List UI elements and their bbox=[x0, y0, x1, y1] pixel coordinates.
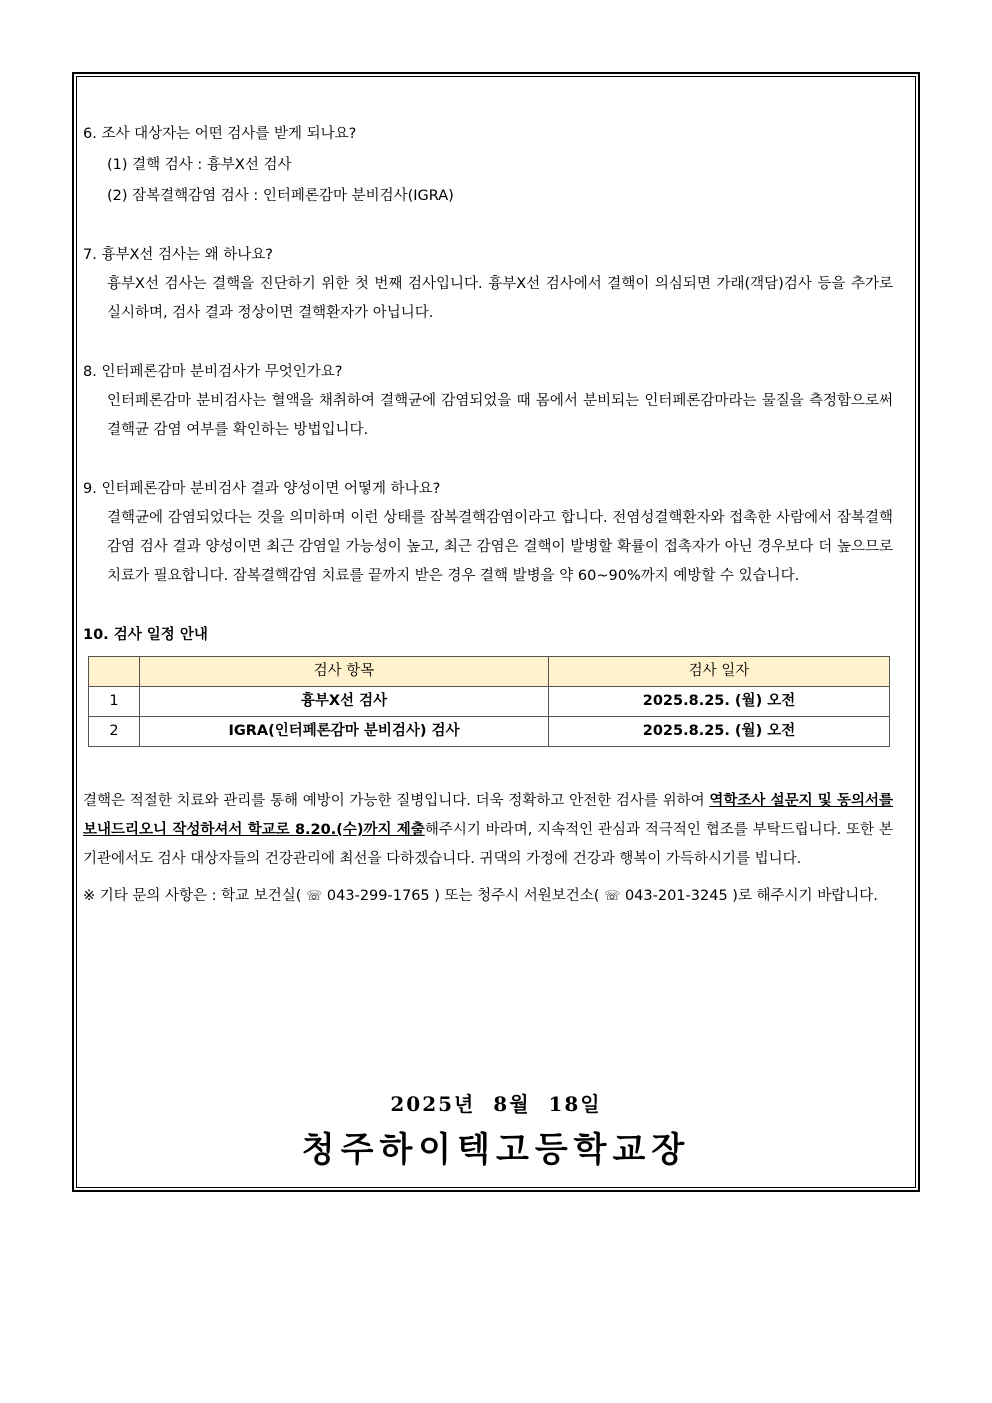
q8-title: 8. 인터페론감마 분비검사가 무엇인가요? bbox=[83, 364, 343, 380]
schedule-row-item: IGRA(인터페론감마 분비검사) 검사 bbox=[140, 717, 549, 747]
note-prefix: ※ 기타 문의 사항은 : 학교 보건실( bbox=[83, 888, 307, 904]
q8-answer: 인터페론감마 분비검사는 혈액을 채취하여 결핵균에 감염되었을 때 몸에서 분비되는 인터페론감마라는 물질을 측정함으로써 결핵균 감염 여부를 확인하는 방법입니다. bbox=[107, 393, 893, 438]
note-phone-1: 043-299-1765 ) 또는 청주시 서원보건소( bbox=[322, 888, 605, 904]
schedule-header-num bbox=[89, 657, 140, 687]
school-principal: 청주하이텍고등학교장 bbox=[301, 1130, 691, 1170]
closing-part-1: 결핵은 적절한 치료와 관리를 통해 예방이 가능한 질병입니다. 더욱 정확하고 안전한 검사를 위하여 bbox=[83, 793, 710, 809]
q9-answer: 결핵균에 감염되었다는 것을 의미하며 이런 상태를 잠복결핵감염이라고 합니다. 전염성결핵환자와 접촉한 사람에서 잠복결핵감염 검사 결과 양성이면 최근 감염일 가능성이 높고, 최근 감염은 결핵이 발병할 확률이 접촉자가 아닌 경우보다 더 높으므로 치료가 필요합니다. 잠복결핵감염 치료를 끝까지 받은 경우 결핵 발병을 약 60~90%까지 예방할 수 있습니다. bbox=[107, 510, 893, 584]
q9-title: 9. 인터페론감마 분비검사 결과 양성이면 어떻게 하나요? bbox=[83, 481, 441, 497]
q6-item-2: (2) 잠복결핵감염 검사 : 인터페론감마 분비검사(IGRA) bbox=[107, 188, 454, 204]
schedule-header-date: 검사 일자 bbox=[549, 657, 890, 687]
table-row bbox=[89, 687, 890, 717]
schedule-header-item: 검사 항목 bbox=[140, 657, 549, 687]
schedule-row-num: 1 bbox=[89, 687, 140, 717]
schedule-row-date: 2025.8.25. (월) 오전 bbox=[549, 717, 890, 747]
table-row bbox=[89, 717, 890, 747]
q7-title: 7. 흉부X선 검사는 왜 하나요? bbox=[83, 247, 273, 263]
schedule-row-date: 2025.8.25. (월) 오전 bbox=[549, 687, 890, 717]
closing-paragraph bbox=[83, 787, 893, 874]
document-date: 2025년 8월 18일 bbox=[390, 1092, 602, 1116]
q7-answer: 흉부X선 검사는 결핵을 진단하기 위한 첫 번째 검사입니다. 흉부X선 검사에서 결핵이 의심되면 가래(객담)검사 등을 추가로 실시하며, 검사 결과 정상이면 결핵환자가 아닙니다. bbox=[107, 276, 893, 321]
q6-title: 6. 조사 대상자는 어떤 검사를 받게 되나요? bbox=[83, 126, 357, 142]
schedule-header-row bbox=[89, 657, 890, 687]
schedule-title: 10. 검사 일정 안내 bbox=[83, 627, 208, 643]
schedule-table bbox=[88, 656, 890, 747]
note-phone-2: 043-201-3245 )로 해주시기 바랍니다. bbox=[620, 888, 878, 904]
phone-icon: ☏ bbox=[306, 889, 323, 904]
schedule-row-num: 2 bbox=[89, 717, 140, 747]
q6-item-1: (1) 결핵 검사 : 흉부X선 검사 bbox=[107, 157, 292, 173]
phone-icon: ☏ bbox=[604, 889, 621, 904]
document-body bbox=[83, 120, 893, 911]
schedule-row-item: 흉부X선 검사 bbox=[140, 687, 549, 717]
closing-part-2: 해주시기 바라며, 지속적인 관심과 적극적인 협조를 부탁드립니다. 또한 본 기관에서도 검사 대상자들의 건강관리에 최선을 다하겠습니다. 귀댁의 가정에 건강과 행복이 가득하시기를 빕니다. bbox=[83, 822, 893, 867]
contact-note bbox=[83, 882, 893, 911]
closing-underlined: 역학조사 설문지 및 동의서를 보내드리오니 작성하셔서 학교로 8.20.(수)까지 제출 bbox=[83, 793, 893, 838]
